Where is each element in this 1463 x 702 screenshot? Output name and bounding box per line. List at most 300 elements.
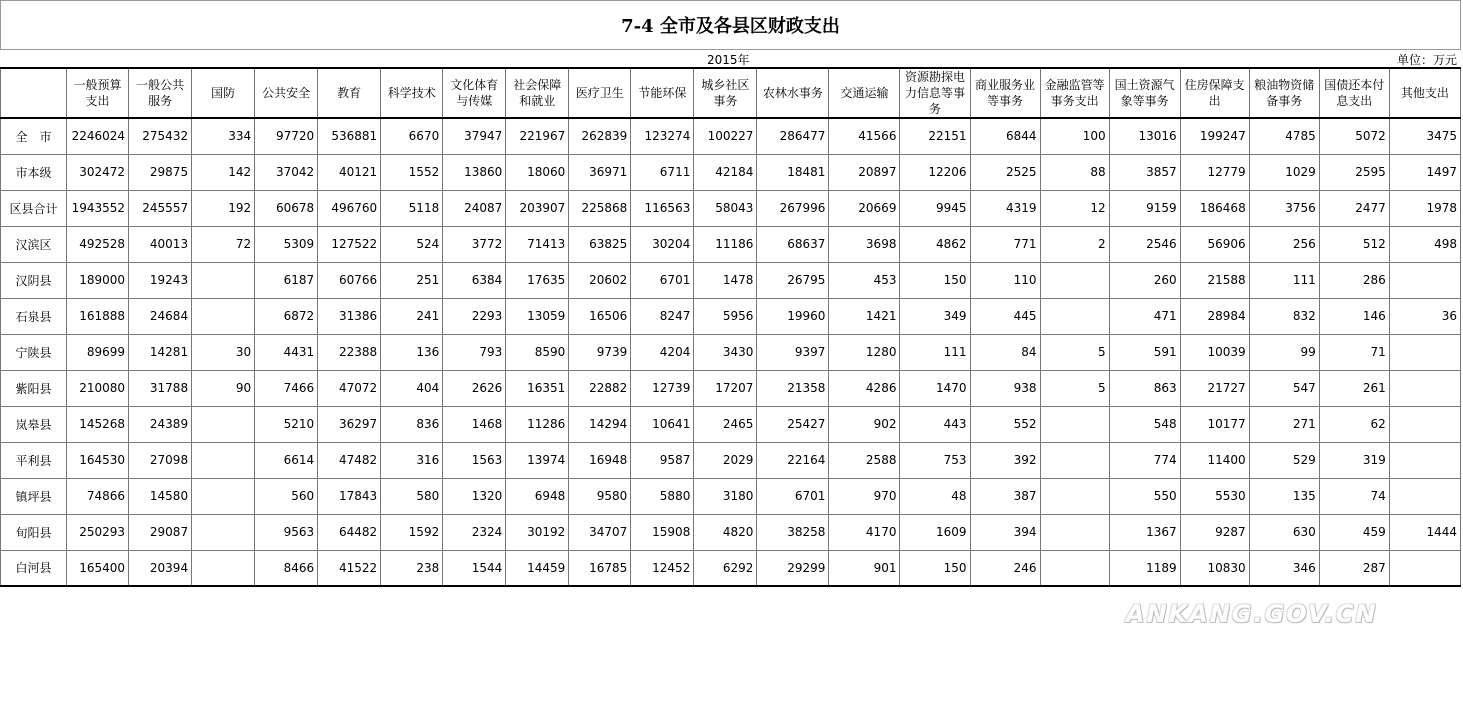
region-name-cell: 汉阴县	[1, 262, 67, 298]
value-cell: 12739	[631, 370, 694, 406]
value-cell: 13016	[1109, 118, 1180, 154]
value-cell: 10641	[631, 406, 694, 442]
value-cell: 18481	[757, 154, 829, 190]
table-body	[1, 118, 1461, 586]
region-name-cell: 全 市	[1, 118, 67, 154]
value-cell: 36971	[569, 154, 631, 190]
value-cell: 6701	[631, 262, 694, 298]
value-cell: 221967	[506, 118, 569, 154]
value-cell: 5956	[694, 298, 757, 334]
value-cell: 123274	[631, 118, 694, 154]
value-cell	[1389, 442, 1460, 478]
column-header: 国土资源气象等事务	[1109, 68, 1180, 118]
value-cell: 22151	[900, 118, 970, 154]
value-cell: 1544	[443, 550, 506, 586]
value-cell: 145268	[67, 406, 129, 442]
value-cell: 6948	[506, 478, 569, 514]
value-cell: 210080	[67, 370, 129, 406]
value-cell: 552	[970, 406, 1040, 442]
value-cell: 4319	[970, 190, 1040, 226]
value-cell: 56906	[1180, 226, 1249, 262]
value-cell: 30192	[506, 514, 569, 550]
value-cell: 19243	[129, 262, 192, 298]
value-cell: 97720	[255, 118, 318, 154]
value-cell: 6384	[443, 262, 506, 298]
value-cell: 26795	[757, 262, 829, 298]
column-header: 医疗卫生	[569, 68, 631, 118]
value-cell: 111	[900, 334, 970, 370]
table-row	[1, 442, 1461, 478]
value-cell: 334	[192, 118, 255, 154]
value-cell: 1189	[1109, 550, 1180, 586]
value-cell: 524	[381, 226, 443, 262]
value-cell: 9563	[255, 514, 318, 550]
value-cell: 40121	[318, 154, 381, 190]
value-cell: 111	[1249, 262, 1319, 298]
value-cell: 150	[900, 262, 970, 298]
value-cell: 13860	[443, 154, 506, 190]
value-cell: 24389	[129, 406, 192, 442]
value-cell: 31788	[129, 370, 192, 406]
value-cell: 547	[1249, 370, 1319, 406]
table-row	[1, 118, 1461, 154]
value-cell: 512	[1319, 226, 1389, 262]
value-cell: 443	[900, 406, 970, 442]
value-cell: 275432	[129, 118, 192, 154]
value-cell: 16506	[569, 298, 631, 334]
value-cell: 496760	[318, 190, 381, 226]
value-cell: 4170	[829, 514, 900, 550]
value-cell: 14281	[129, 334, 192, 370]
value-cell: 771	[970, 226, 1040, 262]
value-cell: 970	[829, 478, 900, 514]
table-row	[1, 334, 1461, 370]
value-cell: 3698	[829, 226, 900, 262]
value-cell: 16948	[569, 442, 631, 478]
table-row	[1, 190, 1461, 226]
value-cell: 89699	[67, 334, 129, 370]
value-cell: 1468	[443, 406, 506, 442]
value-cell: 29299	[757, 550, 829, 586]
column-header	[1, 68, 67, 118]
column-header: 农林水事务	[757, 68, 829, 118]
value-cell: 13059	[506, 298, 569, 334]
value-cell: 14459	[506, 550, 569, 586]
value-cell: 136	[381, 334, 443, 370]
value-cell: 2246024	[67, 118, 129, 154]
value-cell: 189000	[67, 262, 129, 298]
column-header: 其他支出	[1389, 68, 1460, 118]
subheader-row	[0, 50, 1461, 67]
value-cell	[1389, 334, 1460, 370]
value-cell: 127522	[318, 226, 381, 262]
value-cell: 287	[1319, 550, 1389, 586]
value-cell: 6701	[757, 478, 829, 514]
column-header: 商业服务业等事务	[970, 68, 1040, 118]
value-cell: 24087	[443, 190, 506, 226]
value-cell: 316	[381, 442, 443, 478]
column-header: 住房保障支出	[1180, 68, 1249, 118]
value-cell: 11186	[694, 226, 757, 262]
value-cell	[1040, 406, 1109, 442]
value-cell: 12	[1040, 190, 1109, 226]
value-cell: 14580	[129, 478, 192, 514]
region-name-cell: 市本级	[1, 154, 67, 190]
region-name-cell: 旬阳县	[1, 514, 67, 550]
value-cell: 62	[1319, 406, 1389, 442]
value-cell: 3180	[694, 478, 757, 514]
value-cell: 30204	[631, 226, 694, 262]
value-cell: 71	[1319, 334, 1389, 370]
value-cell: 1478	[694, 262, 757, 298]
value-cell: 2626	[443, 370, 506, 406]
region-name-cell: 紫阳县	[1, 370, 67, 406]
value-cell: 1367	[1109, 514, 1180, 550]
value-cell: 34707	[569, 514, 631, 550]
site-watermark: ANKANG.GOV.CN	[1126, 600, 1378, 628]
value-cell: 6872	[255, 298, 318, 334]
value-cell: 20394	[129, 550, 192, 586]
value-cell: 99	[1249, 334, 1319, 370]
value-cell	[192, 262, 255, 298]
value-cell: 116563	[631, 190, 694, 226]
value-cell: 3475	[1389, 118, 1460, 154]
value-cell: 37042	[255, 154, 318, 190]
value-cell: 74	[1319, 478, 1389, 514]
header-row	[1, 68, 1461, 118]
column-header: 文化体育与传媒	[443, 68, 506, 118]
value-cell: 1563	[443, 442, 506, 478]
value-cell: 3857	[1109, 154, 1180, 190]
value-cell: 17207	[694, 370, 757, 406]
value-cell: 100	[1040, 118, 1109, 154]
column-header: 城乡社区事务	[694, 68, 757, 118]
value-cell: 37947	[443, 118, 506, 154]
value-cell: 2	[1040, 226, 1109, 262]
value-cell: 142	[192, 154, 255, 190]
value-cell: 241	[381, 298, 443, 334]
value-cell: 245557	[129, 190, 192, 226]
value-cell: 256	[1249, 226, 1319, 262]
value-cell: 21727	[1180, 370, 1249, 406]
value-cell: 10177	[1180, 406, 1249, 442]
value-cell: 20602	[569, 262, 631, 298]
value-cell: 492528	[67, 226, 129, 262]
value-cell: 3756	[1249, 190, 1319, 226]
value-cell: 36	[1389, 298, 1460, 334]
value-cell: 1552	[381, 154, 443, 190]
value-cell: 902	[829, 406, 900, 442]
region-name-cell: 区县合计	[1, 190, 67, 226]
value-cell: 5118	[381, 190, 443, 226]
year-label: 2015年	[707, 53, 750, 67]
value-cell: 387	[970, 478, 1040, 514]
region-name-cell: 岚皋县	[1, 406, 67, 442]
value-cell: 1029	[1249, 154, 1319, 190]
value-cell: 9287	[1180, 514, 1249, 550]
value-cell: 21588	[1180, 262, 1249, 298]
column-header: 粮油物资储备事务	[1249, 68, 1319, 118]
table-row	[1, 298, 1461, 334]
value-cell	[192, 298, 255, 334]
value-cell: 11400	[1180, 442, 1249, 478]
value-cell: 251	[381, 262, 443, 298]
expenditure-table	[0, 67, 1461, 587]
value-cell: 20669	[829, 190, 900, 226]
value-cell: 9159	[1109, 190, 1180, 226]
value-cell: 404	[381, 370, 443, 406]
value-cell: 286477	[757, 118, 829, 154]
value-cell: 529	[1249, 442, 1319, 478]
value-cell: 25427	[757, 406, 829, 442]
value-cell: 901	[829, 550, 900, 586]
value-cell: 7466	[255, 370, 318, 406]
value-cell: 10039	[1180, 334, 1249, 370]
table-title: 7-4 全市及各县区财政支出	[0, 0, 1461, 50]
value-cell: 4820	[694, 514, 757, 550]
value-cell: 238	[381, 550, 443, 586]
value-cell: 3430	[694, 334, 757, 370]
value-cell: 29875	[129, 154, 192, 190]
value-cell	[1040, 262, 1109, 298]
value-cell: 24684	[129, 298, 192, 334]
value-cell: 346	[1249, 550, 1319, 586]
value-cell: 4785	[1249, 118, 1319, 154]
table-row	[1, 226, 1461, 262]
value-cell: 774	[1109, 442, 1180, 478]
value-cell: 630	[1249, 514, 1319, 550]
value-cell: 1978	[1389, 190, 1460, 226]
value-cell	[1040, 442, 1109, 478]
value-cell: 6292	[694, 550, 757, 586]
value-cell: 1609	[900, 514, 970, 550]
value-cell: 16351	[506, 370, 569, 406]
value-cell: 591	[1109, 334, 1180, 370]
value-cell: 753	[900, 442, 970, 478]
value-cell: 13974	[506, 442, 569, 478]
value-cell: 38258	[757, 514, 829, 550]
value-cell	[1389, 478, 1460, 514]
unit-label: 单位：万元	[1396, 53, 1457, 67]
value-cell: 246	[970, 550, 1040, 586]
value-cell: 63825	[569, 226, 631, 262]
value-cell: 72	[192, 226, 255, 262]
column-header: 国防	[192, 68, 255, 118]
value-cell: 42184	[694, 154, 757, 190]
value-cell: 6844	[970, 118, 1040, 154]
value-cell: 27098	[129, 442, 192, 478]
value-cell: 262839	[569, 118, 631, 154]
value-cell: 536881	[318, 118, 381, 154]
value-cell: 445	[970, 298, 1040, 334]
value-cell: 203907	[506, 190, 569, 226]
value-cell: 319	[1319, 442, 1389, 478]
value-cell: 1444	[1389, 514, 1460, 550]
value-cell: 1470	[900, 370, 970, 406]
value-cell: 2588	[829, 442, 900, 478]
value-cell: 21358	[757, 370, 829, 406]
value-cell: 58043	[694, 190, 757, 226]
value-cell: 1592	[381, 514, 443, 550]
value-cell: 41522	[318, 550, 381, 586]
value-cell	[1040, 298, 1109, 334]
region-name-cell: 宁陕县	[1, 334, 67, 370]
value-cell: 863	[1109, 370, 1180, 406]
value-cell: 9397	[757, 334, 829, 370]
column-header: 资源勘探电力信息等事务	[900, 68, 970, 118]
value-cell	[192, 406, 255, 442]
value-cell: 453	[829, 262, 900, 298]
value-cell: 261	[1319, 370, 1389, 406]
column-header: 科学技术	[381, 68, 443, 118]
value-cell: 392	[970, 442, 1040, 478]
value-cell: 68637	[757, 226, 829, 262]
value-cell: 836	[381, 406, 443, 442]
value-cell: 192	[192, 190, 255, 226]
value-cell: 471	[1109, 298, 1180, 334]
value-cell: 71413	[506, 226, 569, 262]
value-cell: 8247	[631, 298, 694, 334]
value-cell: 459	[1319, 514, 1389, 550]
column-header: 节能环保	[631, 68, 694, 118]
value-cell: 8590	[506, 334, 569, 370]
value-cell: 349	[900, 298, 970, 334]
value-cell: 938	[970, 370, 1040, 406]
region-name-cell: 镇坪县	[1, 478, 67, 514]
value-cell: 12779	[1180, 154, 1249, 190]
value-cell: 2477	[1319, 190, 1389, 226]
value-cell: 10830	[1180, 550, 1249, 586]
value-cell: 394	[970, 514, 1040, 550]
table-row	[1, 406, 1461, 442]
value-cell: 135	[1249, 478, 1319, 514]
value-cell: 5309	[255, 226, 318, 262]
value-cell: 267996	[757, 190, 829, 226]
region-name-cell: 平利县	[1, 442, 67, 478]
value-cell: 12206	[900, 154, 970, 190]
value-cell: 30	[192, 334, 255, 370]
value-cell: 2324	[443, 514, 506, 550]
value-cell: 4286	[829, 370, 900, 406]
value-cell: 60678	[255, 190, 318, 226]
value-cell: 6670	[381, 118, 443, 154]
value-cell	[1389, 370, 1460, 406]
value-cell	[1389, 262, 1460, 298]
column-header: 公共安全	[255, 68, 318, 118]
value-cell: 302472	[67, 154, 129, 190]
value-cell	[1389, 550, 1460, 586]
value-cell: 4204	[631, 334, 694, 370]
value-cell: 5	[1040, 370, 1109, 406]
value-cell: 31386	[318, 298, 381, 334]
value-cell: 28984	[1180, 298, 1249, 334]
value-cell	[1040, 478, 1109, 514]
value-cell: 84	[970, 334, 1040, 370]
value-cell: 550	[1109, 478, 1180, 514]
value-cell: 48	[900, 478, 970, 514]
value-cell: 580	[381, 478, 443, 514]
value-cell: 41566	[829, 118, 900, 154]
value-cell: 2029	[694, 442, 757, 478]
value-cell	[1040, 550, 1109, 586]
value-cell: 110	[970, 262, 1040, 298]
value-cell: 29087	[129, 514, 192, 550]
value-cell	[192, 442, 255, 478]
value-cell: 250293	[67, 514, 129, 550]
value-cell: 9945	[900, 190, 970, 226]
value-cell: 2465	[694, 406, 757, 442]
value-cell: 4862	[900, 226, 970, 262]
value-cell: 22882	[569, 370, 631, 406]
value-cell: 36297	[318, 406, 381, 442]
value-cell: 1280	[829, 334, 900, 370]
region-name-cell: 汉滨区	[1, 226, 67, 262]
value-cell: 47072	[318, 370, 381, 406]
value-cell: 5880	[631, 478, 694, 514]
value-cell: 186468	[1180, 190, 1249, 226]
value-cell: 3772	[443, 226, 506, 262]
value-cell: 17843	[318, 478, 381, 514]
value-cell: 11286	[506, 406, 569, 442]
value-cell: 9580	[569, 478, 631, 514]
value-cell: 271	[1249, 406, 1319, 442]
value-cell: 146	[1319, 298, 1389, 334]
value-cell: 16785	[569, 550, 631, 586]
value-cell: 4431	[255, 334, 318, 370]
value-cell: 15908	[631, 514, 694, 550]
value-cell: 60766	[318, 262, 381, 298]
value-cell: 793	[443, 334, 506, 370]
value-cell: 5210	[255, 406, 318, 442]
value-cell: 1497	[1389, 154, 1460, 190]
value-cell	[1040, 514, 1109, 550]
value-cell: 14294	[569, 406, 631, 442]
value-cell: 6187	[255, 262, 318, 298]
value-cell	[192, 550, 255, 586]
value-cell: 2546	[1109, 226, 1180, 262]
value-cell: 5	[1040, 334, 1109, 370]
value-cell: 1320	[443, 478, 506, 514]
value-cell: 260	[1109, 262, 1180, 298]
table-row	[1, 514, 1461, 550]
column-header: 交通运输	[829, 68, 900, 118]
value-cell: 150	[900, 550, 970, 586]
value-cell: 20897	[829, 154, 900, 190]
value-cell: 100227	[694, 118, 757, 154]
value-cell: 6614	[255, 442, 318, 478]
value-cell: 5530	[1180, 478, 1249, 514]
value-cell: 560	[255, 478, 318, 514]
value-cell: 1943552	[67, 190, 129, 226]
value-cell: 90	[192, 370, 255, 406]
value-cell: 17635	[506, 262, 569, 298]
value-cell: 9587	[631, 442, 694, 478]
table-row	[1, 370, 1461, 406]
table-row	[1, 550, 1461, 586]
column-header: 教育	[318, 68, 381, 118]
value-cell: 199247	[1180, 118, 1249, 154]
table-row	[1, 262, 1461, 298]
value-cell: 22388	[318, 334, 381, 370]
value-cell: 498	[1389, 226, 1460, 262]
value-cell: 161888	[67, 298, 129, 334]
value-cell: 88	[1040, 154, 1109, 190]
value-cell	[192, 478, 255, 514]
value-cell: 74866	[67, 478, 129, 514]
value-cell: 286	[1319, 262, 1389, 298]
value-cell: 9739	[569, 334, 631, 370]
value-cell: 64482	[318, 514, 381, 550]
